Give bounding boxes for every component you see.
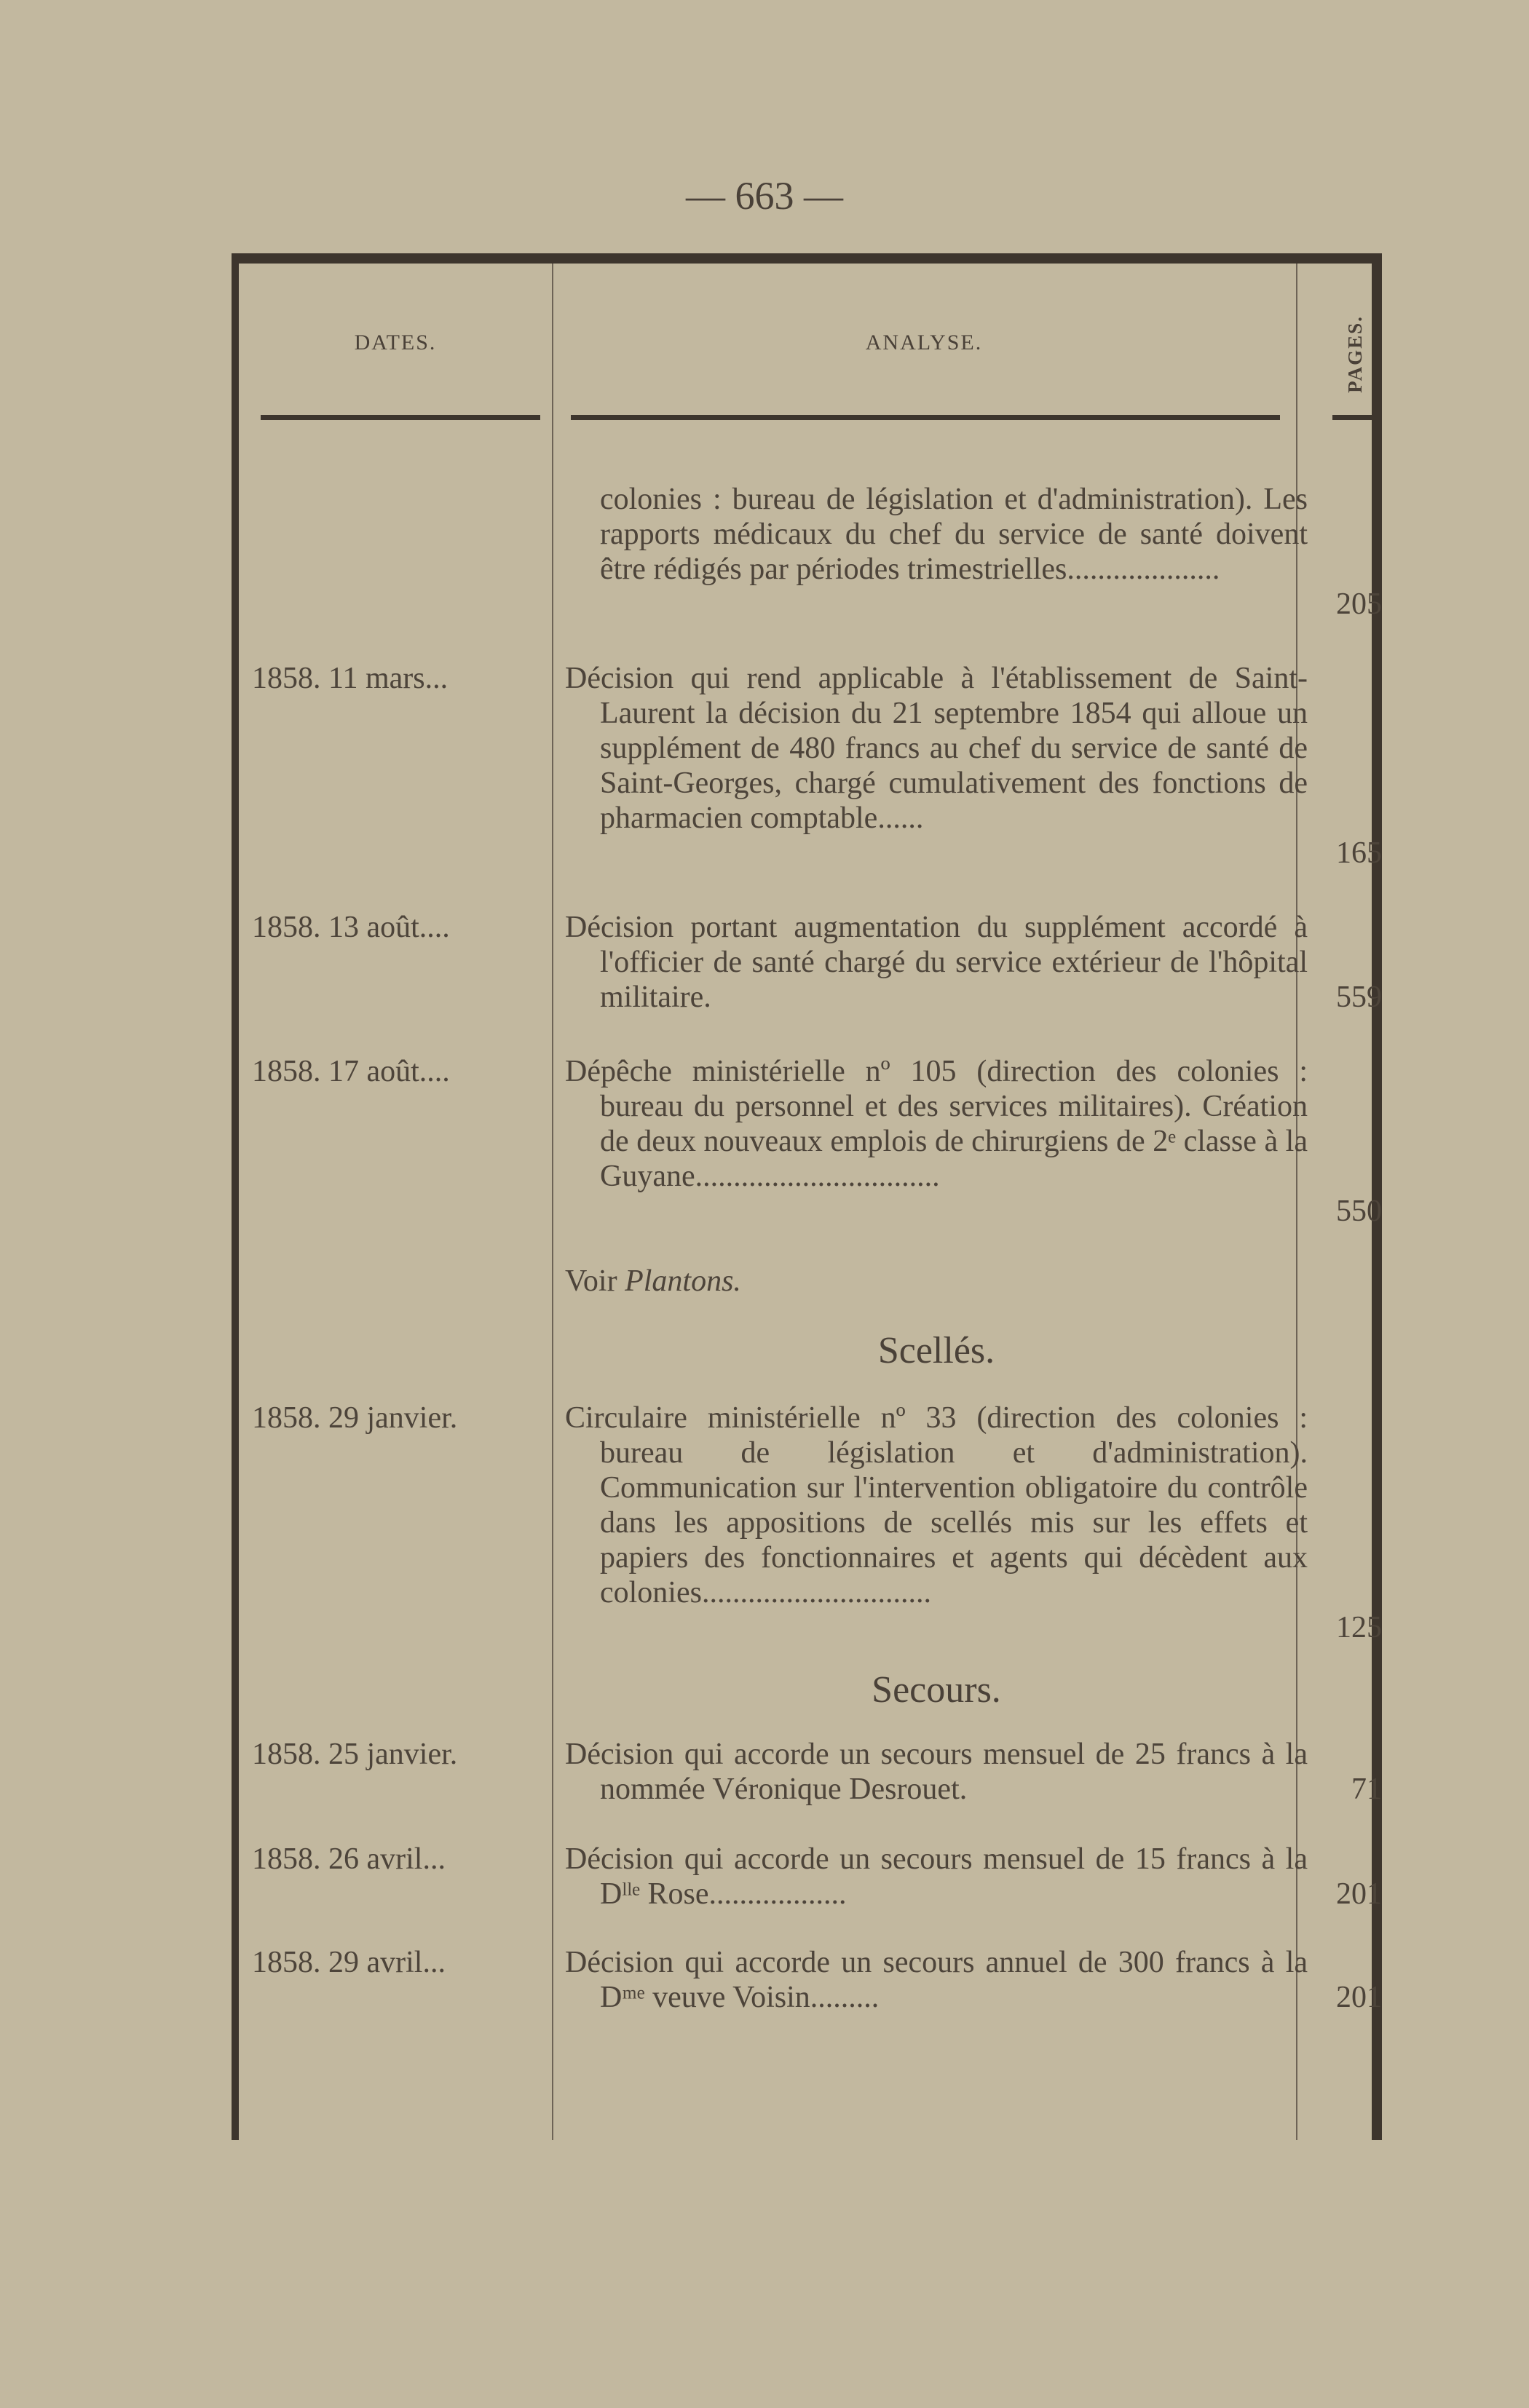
entry-text: Dépêche ministérielle nº 105 (direction des colonies : bureau du personnel et des services militaires). Création de deux nouveaux emplois de chirurgiens de 2ᵉ classe à la Guyane................................ (565, 1055, 1308, 1193)
header-pages: PAGES. (1343, 314, 1366, 393)
entry-page: 201 (1336, 1981, 1382, 2014)
index-table (232, 253, 1382, 2140)
entry-text: Décision qui accorde un secours mensuel de 15 francs à la Dˡˡᵉ Rose.................. (565, 1842, 1308, 1911)
entry-page: 550 (1336, 1195, 1382, 1228)
entry-date: 1858. 29 janvier. (252, 1401, 458, 1435)
entry-date: 1858. 29 avril... (252, 1946, 446, 1979)
entry-date: 1858. 11 mars... (252, 662, 449, 695)
header-analyse: ANALYSE. (865, 330, 983, 355)
entry-page: 165 (1336, 836, 1382, 870)
header-rule-pages (1332, 415, 1375, 420)
page-number: — 663 — (686, 174, 843, 218)
entry-text: Décision qui accorde un secours mensuel de 25 francs à la nommée Véronique Desrouet. (565, 1738, 1308, 1806)
entry-text: Décision portant augmentation du supplément accordé à l'officier de santé chargé du service extérieur de l'hôpital militaire. (565, 911, 1308, 1014)
header-dates: DATES. (354, 330, 437, 355)
header-rule-dates (261, 415, 540, 420)
entry-page: 201 (1336, 1877, 1382, 1911)
entry-date: 1858. 13 août.... (252, 911, 450, 944)
entry-date: 1858. 17 août.... (252, 1055, 450, 1088)
entry-page: 71 (1351, 1773, 1382, 1806)
header-rule-analyse (571, 415, 1280, 420)
entry-text: Circulaire ministérielle nº 33 (direction des colonies : bureau de législation et d'administration). Communication sur l'intervention obligatoire du contrôle dans les appositions de scellés mis sur les effets et papiers des fonctionnaires et agents qui décèdent aux colonies.............................. (565, 1401, 1308, 1609)
entry-page: 205 (1336, 587, 1382, 621)
column-divider-dates (552, 264, 553, 2140)
entry-text: Décision qui rend applicable à l'établissement de Saint-Laurent la décision du 21 septembre 1854 qui alloue un supplément de 480 francs au chef du service de santé de Saint-Georges, chargé cumulativement des fonctions de pharmacien comptable...... (565, 662, 1308, 835)
entry-date: 1858. 25 janvier. (252, 1738, 458, 1771)
entry-page: 125 (1336, 1611, 1382, 1644)
entry-text: colonies : bureau de législation et d'administration). Les rapports médicaux du chef du service de santé doivent être rédigés par périodes trimestrielles.................... (600, 483, 1308, 586)
entry-text: Décision qui accorde un secours annuel de 300 francs à la Dᵐᵉ veuve Voisin......... (565, 1946, 1308, 2014)
section-title-scelles: Scellés. (877, 1330, 995, 1371)
entry-date: 1858. 26 avril... (252, 1842, 446, 1876)
entry-page: 559 (1336, 981, 1382, 1014)
section-title-secours: Secours. (872, 1669, 1001, 1711)
cross-reference: Voir Plantons. (565, 1264, 741, 1298)
cross-reference-target: Plantons. (625, 1264, 741, 1298)
